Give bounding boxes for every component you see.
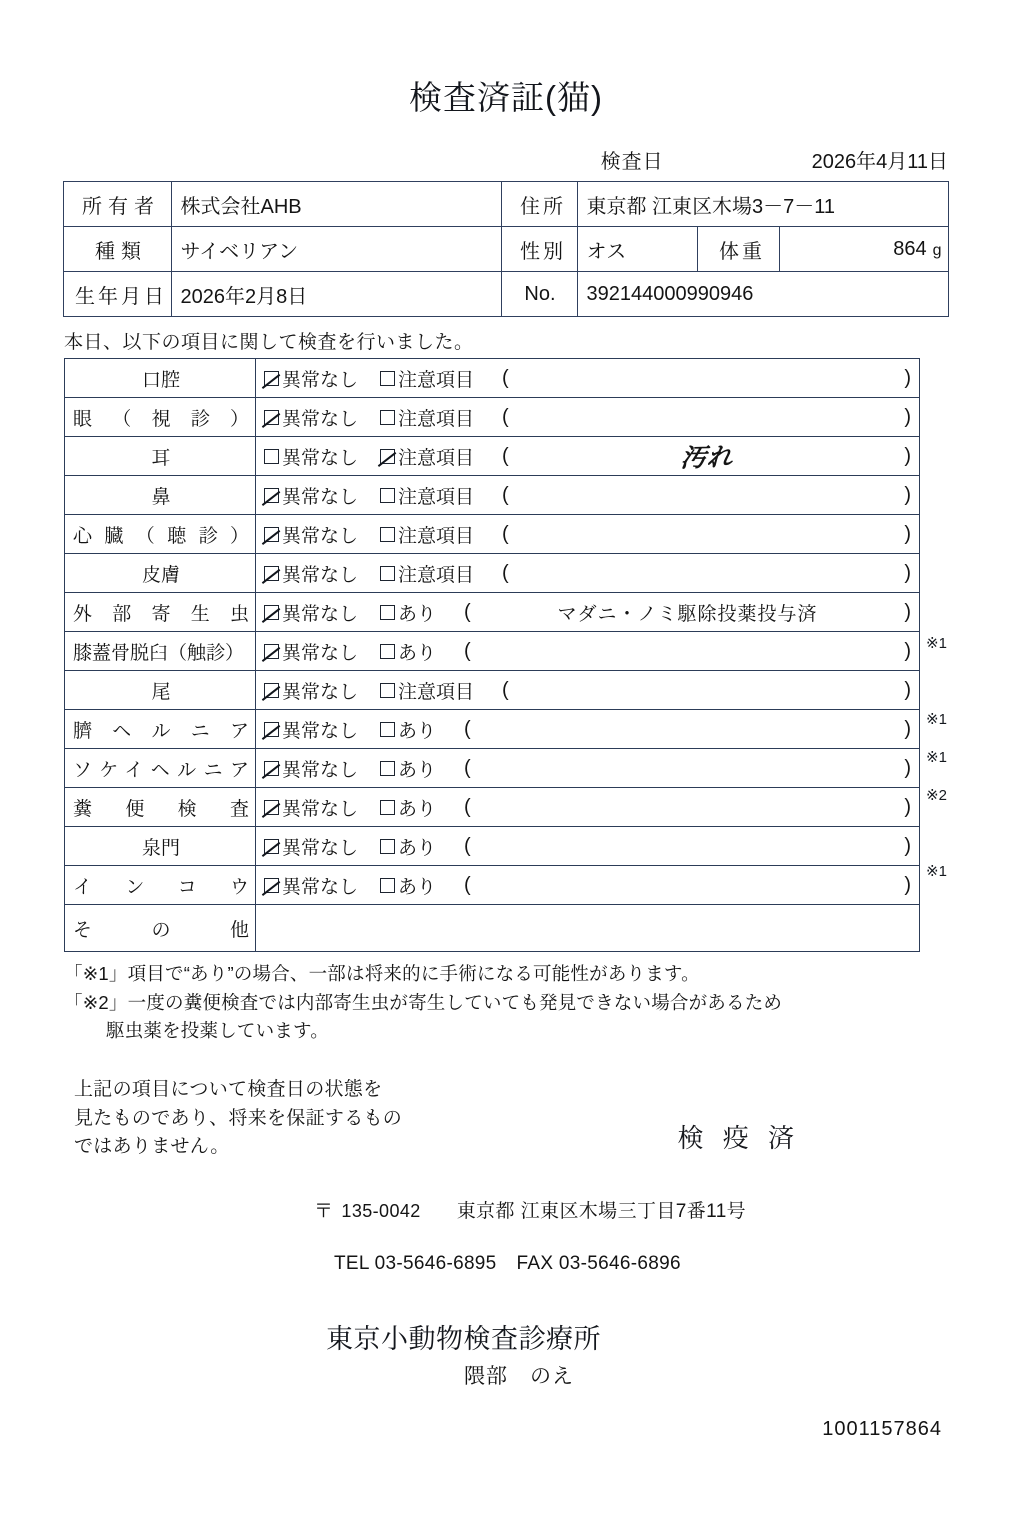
option-label: 異常なし — [282, 369, 359, 391]
checklist-row — [65, 515, 920, 554]
checked-checkbox-icon[interactable] — [264, 761, 279, 776]
checklist-item-options — [256, 437, 920, 476]
page-title: 検査済証(猫) — [409, 79, 603, 116]
animal-info-table — [63, 181, 948, 317]
note-paren-open: ( — [502, 366, 509, 389]
checklist-item-options — [256, 593, 920, 632]
checklist-item-label: 口腔 — [65, 359, 256, 398]
checkbox-icon[interactable] — [380, 644, 395, 659]
option-secondary[interactable] — [380, 521, 474, 548]
checked-checkbox-icon[interactable] — [380, 449, 395, 464]
checklist-wrap — [64, 358, 948, 952]
footnote-1: 「※1」項目で“あり”の場合、一部は将来的に手術になる可能性があります。 — [64, 963, 700, 984]
checklist-row — [65, 710, 920, 749]
option-secondary[interactable] — [380, 404, 474, 431]
option-normal[interactable] — [264, 560, 358, 587]
footnote-mark: ※1 — [926, 635, 947, 652]
option-label: 注意項目 — [398, 681, 475, 703]
checklist-item-label: 心臓（聴診） — [65, 515, 256, 554]
checklist-item-options — [256, 359, 920, 398]
weight-label: 体重 — [698, 227, 780, 272]
checkbox-icon[interactable] — [380, 839, 395, 854]
checked-checkbox-icon[interactable] — [264, 410, 279, 425]
owner-label: 所有者 — [64, 182, 172, 227]
checklist-item-options — [256, 398, 920, 437]
checklist-row — [65, 632, 920, 671]
checklist-item-label: 皮膚 — [65, 554, 256, 593]
checklist-item-options — [256, 554, 920, 593]
checklist-row — [65, 749, 920, 788]
checklist-row — [65, 905, 920, 952]
note-paren-open: ( — [464, 639, 471, 662]
checklist-item-options — [256, 476, 920, 515]
weight-unit: g — [932, 241, 942, 259]
option-label: 異常なし — [282, 486, 359, 508]
checklist-row — [65, 866, 920, 905]
checklist-row — [65, 671, 920, 710]
printed-note: マダニ・ノミ駆除投薬投与済 — [557, 603, 818, 625]
serial-number: 1001157864 — [822, 1418, 942, 1441]
checklist-item-label: 尾 — [65, 671, 256, 710]
footnotes — [64, 960, 948, 1046]
option-label: 異常なし — [282, 603, 359, 625]
option-label: 注意項目 — [398, 408, 475, 430]
checklist-row — [65, 359, 920, 398]
veterinarian-name: 隈部 のえ — [464, 1365, 574, 1389]
option-label: 注意項目 — [398, 525, 475, 547]
note-paren-close: ) — [904, 600, 911, 623]
option-secondary[interactable] — [380, 365, 474, 392]
postal-code: 135-0042 — [341, 1201, 421, 1222]
checkbox-icon[interactable] — [380, 722, 395, 737]
option-label: 異常なし — [282, 564, 359, 586]
checklist-row — [65, 476, 920, 515]
checklist-item-label: 外部寄生虫 — [65, 593, 256, 632]
note-paren-close: ) — [904, 834, 911, 857]
inspection-checklist-table — [64, 358, 920, 952]
note-paren-open: ( — [502, 561, 509, 584]
option-secondary[interactable] — [380, 443, 474, 470]
note-field[interactable] — [471, 599, 905, 626]
checklist-item-label: 泉門 — [65, 827, 256, 866]
option-label: 異常なし — [282, 798, 359, 820]
address-label: 住所 — [502, 182, 578, 227]
breed-label: 種類 — [64, 227, 172, 272]
option-normal[interactable] — [264, 755, 358, 782]
disclaimer-text — [74, 1076, 402, 1162]
option-normal[interactable] — [264, 794, 358, 821]
option-secondary[interactable] — [380, 872, 436, 899]
note-paren-open: ( — [464, 717, 471, 740]
option-label: 異常なし — [282, 642, 359, 664]
breed-row — [64, 227, 948, 272]
certificate-page — [0, 72, 1012, 1533]
footnote-mark: ※2 — [926, 787, 947, 804]
option-label: あり — [398, 798, 437, 820]
checked-checkbox-icon[interactable] — [264, 839, 279, 854]
option-label: 異常なし — [282, 681, 359, 703]
option-normal[interactable] — [264, 404, 358, 431]
checked-checkbox-icon[interactable] — [264, 644, 279, 659]
checklist-item-options — [256, 827, 920, 866]
owner-row — [64, 182, 948, 227]
option-normal[interactable] — [264, 599, 358, 626]
checklist-item-label: 眼（視診） — [65, 398, 256, 437]
note-paren-close: ) — [904, 717, 911, 740]
option-label: 異常なし — [282, 447, 359, 469]
note-paren-open: ( — [464, 873, 471, 896]
checklist-item-label: インコウ — [65, 866, 256, 905]
quarantine-stamp: 検 疫 済 — [677, 1123, 800, 1154]
breed-value: サイベリアン — [172, 227, 502, 272]
option-normal[interactable] — [264, 521, 358, 548]
checked-checkbox-icon[interactable] — [264, 800, 279, 815]
checklist-item-label: 膝蓋骨脱臼（触診） — [65, 632, 256, 671]
checklist-item-options — [256, 905, 920, 952]
option-normal[interactable] — [264, 365, 358, 392]
option-secondary[interactable] — [380, 599, 436, 626]
footnote-mark: ※1 — [926, 749, 947, 766]
checklist-item-options — [256, 671, 920, 710]
note-paren-close: ) — [904, 795, 911, 818]
option-label: 注意項目 — [398, 447, 475, 469]
note-paren-open: ( — [464, 756, 471, 779]
note-field[interactable] — [509, 438, 905, 474]
disclaimer-line-1: 上記の項目について検査日の状態を — [74, 1079, 383, 1101]
checklist-row — [65, 437, 920, 476]
clinic-address-line — [64, 1196, 948, 1223]
checkbox-icon[interactable] — [264, 449, 279, 464]
checkbox-icon[interactable] — [380, 761, 395, 776]
checklist-row — [65, 593, 920, 632]
checklist-row — [65, 788, 920, 827]
checked-checkbox-icon[interactable] — [264, 878, 279, 893]
checklist-item-label: その他 — [65, 905, 256, 952]
checkbox-icon[interactable] — [380, 800, 395, 815]
registration-no-label: No. — [502, 272, 578, 317]
footnote-2: 「※2」一度の糞便検査では内部寄生虫が寄生していても発見できない場合があるため — [64, 991, 783, 1013]
sex-label: 性別 — [502, 227, 578, 272]
note-paren-close: ) — [904, 873, 911, 896]
option-secondary[interactable] — [380, 755, 436, 782]
weight-value: 864 — [893, 237, 927, 260]
checklist-item-options — [256, 788, 920, 827]
option-label: あり — [398, 759, 437, 781]
checked-checkbox-icon[interactable] — [264, 371, 279, 386]
address-value: 東京都 江東区木場3－7－11 — [578, 182, 948, 227]
option-label: 注意項目 — [398, 564, 475, 586]
checklist-item-label: 耳 — [65, 437, 256, 476]
exam-date-value: 2026年4月11日 — [811, 151, 948, 173]
option-normal[interactable] — [264, 872, 358, 899]
checkbox-icon[interactable] — [380, 488, 395, 503]
option-label: 異常なし — [282, 720, 359, 742]
option-label: 異常なし — [282, 759, 359, 781]
footnote-mark: ※1 — [926, 863, 947, 880]
option-secondary[interactable] — [380, 794, 436, 821]
option-label: 異常なし — [282, 525, 359, 547]
birth-label: 生年月日 — [64, 272, 172, 317]
intro-text: 本日、以下の項目に関して検査を行いました。 — [64, 332, 474, 353]
note-paren-close: ) — [904, 561, 911, 584]
checklist-item-options — [256, 632, 920, 671]
checkbox-icon[interactable] — [380, 605, 395, 620]
checked-checkbox-icon[interactable] — [264, 683, 279, 698]
option-label: あり — [398, 837, 437, 859]
disclaimer-line-3: ではありません。 — [74, 1136, 230, 1158]
checkbox-icon[interactable] — [380, 683, 395, 698]
note-paren-close: ) — [904, 756, 911, 779]
disclaimer-line-2: 見たものであり、将来を保証するもの — [74, 1107, 403, 1129]
exam-date-label: 検査日 — [600, 151, 664, 173]
checklist-item-options — [256, 749, 920, 788]
registration-no-value: 392144000990946 — [578, 272, 948, 317]
option-secondary[interactable] — [380, 638, 436, 665]
note-paren-open: ( — [502, 678, 509, 701]
checklist-item-options — [256, 710, 920, 749]
clinic-tel: TEL 03-5646-6895 — [334, 1253, 497, 1275]
note-paren-close: ) — [904, 483, 911, 506]
sex-value: オス — [578, 227, 698, 272]
option-normal[interactable] — [264, 482, 358, 509]
option-secondary[interactable] — [380, 560, 474, 587]
option-label: あり — [398, 642, 437, 664]
checklist-item-label: 鼻 — [65, 476, 256, 515]
note-paren-close: ) — [904, 444, 911, 467]
note-paren-open: ( — [464, 600, 471, 623]
option-normal[interactable] — [264, 833, 358, 860]
option-normal[interactable] — [264, 638, 358, 665]
clinic-fax: FAX 03-5646-6896 — [516, 1253, 681, 1275]
note-paren-open: ( — [502, 522, 509, 545]
checkbox-icon[interactable] — [380, 566, 395, 581]
option-label: あり — [398, 876, 437, 898]
checklist-item-options — [256, 515, 920, 554]
exam-date-row — [0, 145, 1012, 175]
weight-value-cell — [780, 227, 948, 272]
checklist-row — [65, 398, 920, 437]
checked-checkbox-icon[interactable] — [264, 605, 279, 620]
option-label: 異常なし — [282, 837, 359, 859]
checkbox-icon[interactable] — [380, 878, 395, 893]
checkbox-icon[interactable] — [380, 371, 395, 386]
lower-block — [64, 1076, 948, 1196]
clinic-address: 東京都 江東区木場三丁目7番11号 — [456, 1201, 747, 1223]
owner-value: 株式会社AHB — [172, 182, 502, 227]
checked-checkbox-icon[interactable] — [264, 527, 279, 542]
option-label: 注意項目 — [398, 486, 475, 508]
note-paren-close: ) — [904, 405, 911, 428]
note-paren-open: ( — [464, 834, 471, 857]
option-secondary[interactable] — [380, 677, 474, 704]
birth-value: 2026年2月8日 — [172, 272, 502, 317]
note-paren-close: ) — [904, 639, 911, 662]
option-label: 異常なし — [282, 408, 359, 430]
checklist-item-label: 糞便検査 — [65, 788, 256, 827]
checklist-item-label: ソケイヘルニア — [65, 749, 256, 788]
option-label: あり — [398, 720, 437, 742]
handwritten-note: 汚れ — [679, 442, 734, 473]
footnote-mark: ※1 — [926, 711, 947, 728]
note-paren-close: ) — [904, 678, 911, 701]
birth-row — [64, 272, 948, 317]
option-normal[interactable] — [264, 716, 358, 743]
clinic-name: 東京小動物検査診療所 — [326, 1324, 601, 1355]
option-secondary[interactable] — [380, 482, 474, 509]
option-normal[interactable] — [264, 677, 358, 704]
checked-checkbox-icon[interactable] — [264, 488, 279, 503]
option-label: あり — [398, 603, 437, 625]
option-label: 注意項目 — [398, 369, 475, 391]
note-paren-close: ) — [904, 366, 911, 389]
note-paren-open: ( — [502, 405, 509, 428]
postal-mark-icon: 〒 — [314, 1201, 334, 1223]
checklist-row — [65, 827, 920, 866]
checkbox-icon[interactable] — [380, 527, 395, 542]
checklist-row — [65, 554, 920, 593]
checklist-item-options — [256, 866, 920, 905]
option-secondary[interactable] — [380, 716, 436, 743]
checked-checkbox-icon[interactable] — [264, 566, 279, 581]
note-paren-close: ) — [904, 522, 911, 545]
checkbox-icon[interactable] — [380, 410, 395, 425]
note-paren-open: ( — [502, 444, 509, 467]
checked-checkbox-icon[interactable] — [264, 722, 279, 737]
clinic-contact-line — [64, 1253, 948, 1275]
option-secondary[interactable] — [380, 833, 436, 860]
footnote-2-cont: 駆虫薬を投薬しています。 — [106, 1020, 329, 1042]
option-label: 異常なし — [282, 876, 359, 898]
checklist-item-label: 臍ヘルニア — [65, 710, 256, 749]
note-paren-open: ( — [464, 795, 471, 818]
note-paren-open: ( — [502, 483, 509, 506]
option-normal[interactable] — [264, 443, 358, 470]
